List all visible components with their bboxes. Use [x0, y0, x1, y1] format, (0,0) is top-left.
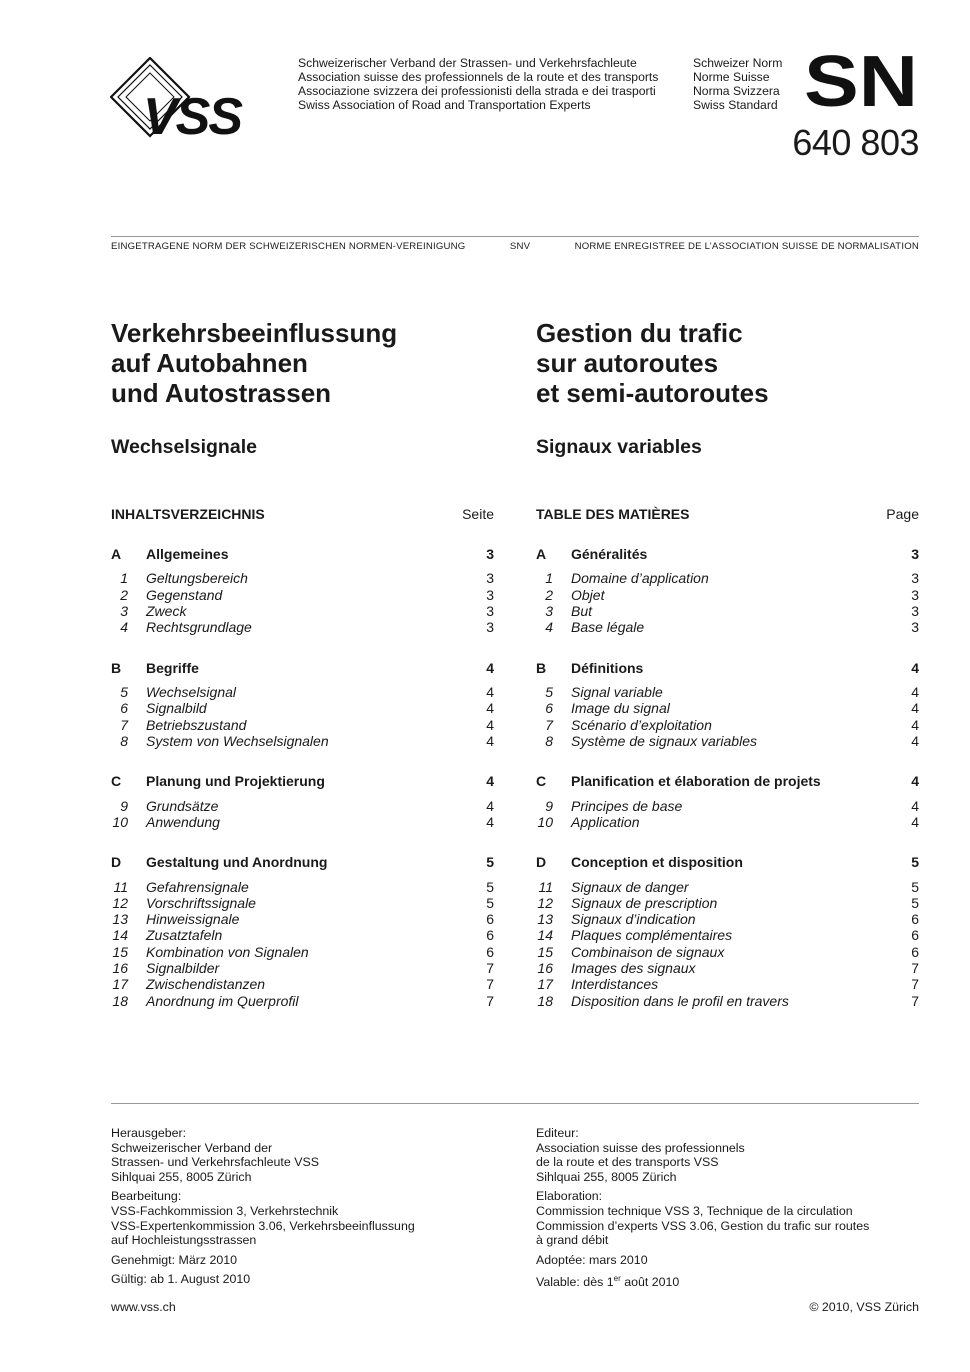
approved-fr: Adoptée: mars 2010	[536, 1252, 648, 1267]
toc-item: 3 But 3	[545, 602, 919, 619]
toc-item: 12 Signaux de prescription 5	[537, 894, 919, 911]
table-of-contents-de	[111, 546, 494, 1009]
document-subtitle-de: Wechselsignale	[111, 436, 257, 458]
footer-fr	[536, 1126, 936, 1295]
organization-names: Schweizerischer Verband der Strassen- und Verkehrsfachleute Association suisse des professionnels de la route et des transports Associazione svizzera dei professionisti della strada e dei trasporti Swiss Association of Road and Transportation Experts	[298, 56, 659, 112]
toc-item: 18 Disposition dans le profil en travers 7	[537, 992, 919, 1009]
svg-text:SN: SN	[804, 52, 918, 112]
toc-item: 3 Zweck 3	[120, 602, 494, 619]
footer-de	[111, 1126, 511, 1292]
standard-number: 640 803	[792, 122, 919, 163]
toc-item: 10 Anwendung 4	[112, 813, 494, 830]
toc-item: 7 Betriebszustand 4	[120, 716, 494, 733]
toc-item: 14 Zusatztafeln 6	[112, 927, 494, 944]
vss-logo-text: VSS	[142, 88, 242, 139]
toc-section: A Généralités 3	[536, 546, 919, 562]
toc-item: 18 Anordnung im Querprofil 7	[112, 992, 494, 1009]
toc-item: 15 Combinaison de signaux 6	[537, 943, 919, 960]
toc-item: 9 Grundsätze 4	[120, 797, 494, 814]
document-subtitle-fr: Signaux variables	[536, 436, 702, 458]
toc-item: 15 Kombination von Signalen 6	[112, 943, 494, 960]
toc-item: 8 Système de signaux variables 4	[545, 732, 919, 749]
toc-item: 16 Signalbilder 7	[112, 960, 494, 977]
toc-item: 4 Rechtsgrundlage 3	[120, 619, 494, 636]
toc-section: B Begriffe 4	[111, 659, 494, 676]
toc-item: 1 Geltungsbereich 3	[120, 570, 494, 587]
toc-item: 11 Signaux de danger 5	[538, 878, 919, 895]
toc-header-de: INHALTSVERZEICHNIS Seite	[111, 506, 494, 522]
editing-fr: Elaboration: Commission technique VSS 3, Technique de la circulation Commission d’experts VSS 3.06, Gestion du trafic sur routes à grand débit	[536, 1189, 870, 1248]
toc-section: A Allgemeines 3	[111, 546, 494, 562]
valid-fr: Valable: dès 1er août 2010	[536, 1274, 680, 1290]
toc-item: 4 Base légale 3	[545, 619, 919, 636]
toc-item: 2 Objet 3	[545, 586, 919, 603]
toc-item: 16 Images des signaux 7	[537, 960, 919, 977]
toc-item: 17 Zwischendistanzen 7	[112, 976, 494, 993]
toc-item: 5 Signal variable 4	[545, 683, 919, 700]
toc-item: 7 Scénario d’exploitation 4	[545, 716, 919, 733]
toc-item: 2 Gegenstand 3	[120, 586, 494, 603]
publisher-de: Herausgeber: Schweizerischer Verband der Strassen- und Verkehrsfachleute VSS Sihlquai 255, 8005 Zürich	[111, 1126, 320, 1184]
toc-item: 11 Gefahrensignale 5	[113, 878, 494, 895]
toc-item: 13 Hinweissignale 6	[112, 911, 494, 928]
toc-item: 9 Principes de base 4	[545, 797, 919, 814]
publisher-fr: Editeur: Association suisse des professionnels de la route et des transports VSS Sihlquai 255, 8005 Zürich	[536, 1126, 745, 1184]
toc-item: 6 Signalbild 4	[120, 700, 494, 717]
document-title-fr: Gestion du trafic sur autoroutes et semi-autoroutes	[536, 318, 769, 408]
toc-header-fr: TABLE DES MATIÈRES Page	[536, 506, 919, 522]
table-of-contents-fr	[536, 546, 919, 1009]
toc-section: D Gestaltung und Anordnung 5	[111, 854, 494, 871]
toc-item: 17 Interdistances 7	[537, 976, 919, 993]
standard-labels: Schweizer Norm Norme Suisse Norma Svizzera Swiss Standard	[693, 56, 783, 112]
document-title-de: Verkehrsbeeinflussung auf Autobahnen und Autostrassen	[111, 318, 398, 408]
valid-de: Gültig: ab 1. August 2010	[111, 1272, 251, 1287]
registration-line: EINGETRAGENE NORM DER SCHWEIZERISCHEN NORMEN-VEREINIGUNG SNV NORME ENREGISTREE DE L’ASSOCIATION SUISSE DE NORMALISATION	[111, 236, 919, 252]
website-link[interactable]: www.vss.ch	[111, 1300, 176, 1314]
toc-item: 14 Plaques complémentaires 6	[537, 927, 919, 944]
editing-de: Bearbeitung: VSS-Fachkommission 3, Verkehrstechnik VSS-Expertenkommission 3.06, Verkehrsbeeinflussung auf Hochleistungsstrassen	[111, 1189, 415, 1248]
vss-logo	[110, 57, 290, 139]
approved-de: Genehmigt: März 2010	[111, 1252, 238, 1267]
french-column	[536, 318, 919, 1009]
toc-item: 6 Image du signal 4	[545, 700, 919, 717]
toc-section: B Définitions 4	[536, 659, 919, 676]
toc-item: 1 Domaine d’application 3	[545, 570, 919, 587]
toc-section: D Conception et disposition 5	[536, 854, 919, 871]
toc-section: C Planung und Projektierung 4	[111, 773, 494, 790]
copyright: © 2010, VSS Zürich	[809, 1300, 919, 1314]
footer-divider	[111, 1103, 919, 1104]
toc-item: 8 System von Wechselsignalen 4	[120, 732, 494, 749]
sn-logo	[803, 52, 919, 112]
german-column	[111, 318, 494, 1009]
toc-item: 12 Vorschriftssignale 5	[112, 894, 494, 911]
toc-item: 13 Signaux d’indication 6	[537, 911, 919, 928]
toc-section: C Planification et élaboration de projets 4	[536, 773, 919, 790]
toc-item: 10 Application 4	[537, 813, 919, 830]
toc-item: 5 Wechselsignal 4	[120, 683, 494, 700]
